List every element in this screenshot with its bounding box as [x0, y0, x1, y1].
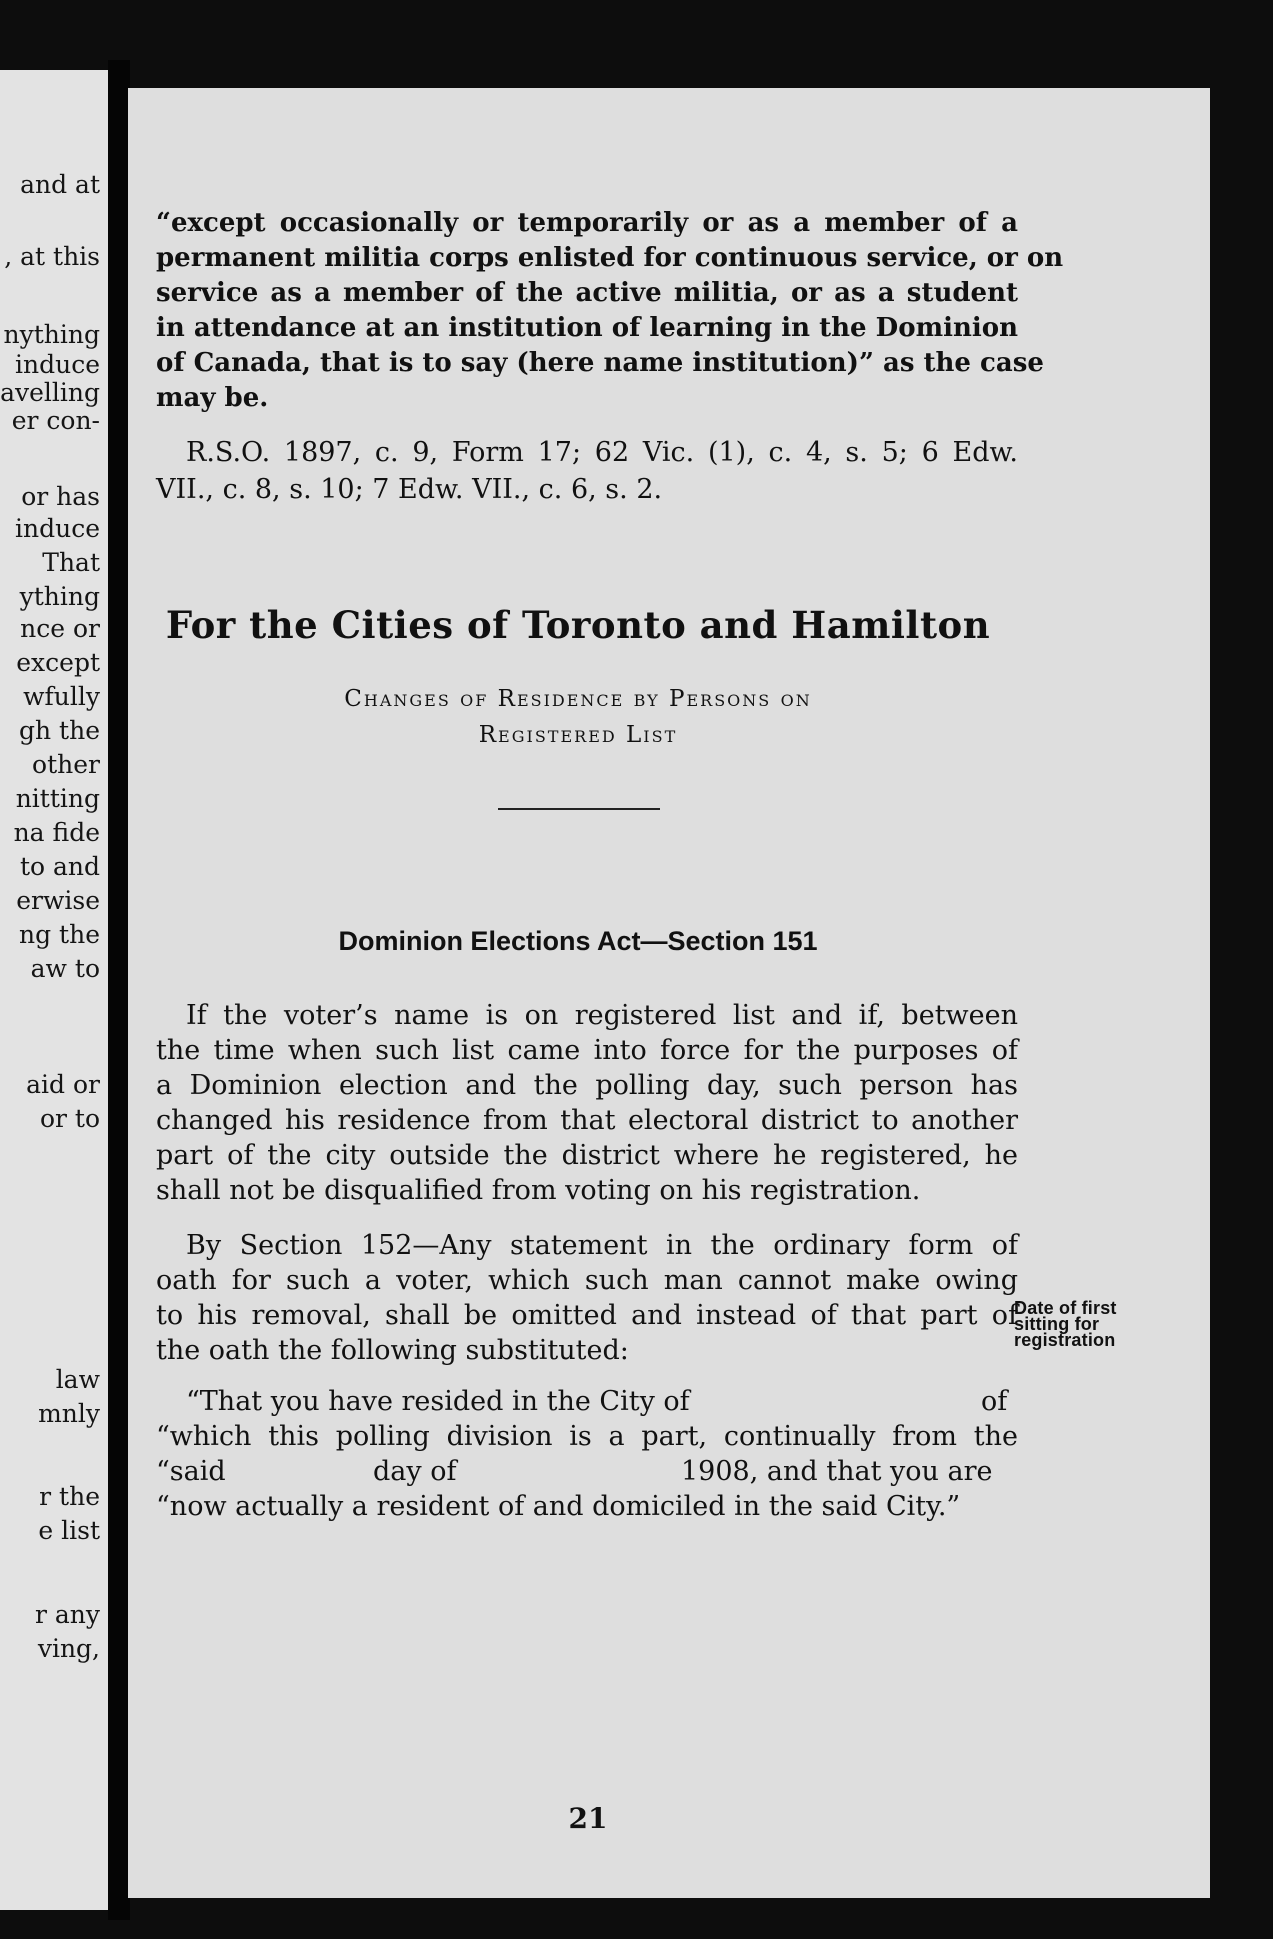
text-line: permanent militia corps enlisted for continuous service, or on [156, 243, 1064, 273]
left-text-fragment: wfully [23, 682, 100, 711]
text-line: the oath the following substituted: [156, 1335, 629, 1366]
facing-page-left [0, 70, 108, 1910]
text-line: changed his residence from that electoral district to another [156, 1105, 1018, 1136]
left-text-fragment: to and [19, 852, 100, 881]
left-text-fragment: induce [15, 514, 100, 543]
text-line: shall not be disqualified from voting on his registration. [156, 1175, 921, 1206]
oath-line: “said [156, 1456, 226, 1487]
left-text-fragment: That [42, 548, 100, 577]
text-line: oath for such a voter, which such man cannot make owing [156, 1265, 1018, 1296]
left-text-fragment: gh the [19, 716, 100, 745]
subheading-line: Registered List [478, 722, 678, 748]
text-line: R.S.O. 1897, c. 9, Form 17; 62 Vic. (1), c. 4, s. 5; 6 Edw. [186, 437, 1018, 468]
main-page [128, 88, 1210, 1898]
left-text-fragment: ving, [37, 1634, 100, 1663]
left-text-fragment: other [32, 750, 100, 779]
text-line: If the voter’s name is on registered list and if, between [186, 1000, 1018, 1031]
subheading-line: Changes of Residence by Persons on [344, 686, 812, 712]
left-text-fragment: er con- [11, 406, 100, 435]
left-text-fragment: e list [38, 1516, 100, 1545]
left-text-fragment: aw to [30, 954, 100, 983]
text-line: part of the city outside the district where he registered, he [156, 1140, 1018, 1171]
left-text-fragment: except [16, 648, 100, 677]
left-text-fragment: ng the [19, 920, 100, 949]
section-heading: For the Cities of Toronto and Hamilton [165, 603, 991, 647]
left-text-fragment: mnly [38, 1399, 100, 1428]
left-text-fragment: ything [19, 582, 100, 611]
left-text-fragment: nitting [15, 784, 100, 813]
page-gutter [108, 60, 130, 1920]
left-text-fragment: r any [34, 1600, 100, 1629]
text-line: service as a member of the active militia, or as a student [156, 278, 1018, 308]
oath-line: “which this polling division is a part, continually from the [156, 1421, 1018, 1452]
margin-note-line: Date of first [1014, 1298, 1117, 1318]
page-number: 21 [568, 1802, 608, 1835]
oath-line: “now actually a resident of and domiciled in the said City.” [156, 1491, 961, 1522]
margin-note [1014, 1300, 1154, 1348]
oath-line: “That you have resided in the City of [186, 1386, 690, 1417]
left-text-fragment: or to [39, 1104, 100, 1133]
oath-line: 1908, and that you are [681, 1456, 993, 1487]
text-line: in attendance at an institution of learning in the Dominion [156, 313, 1018, 343]
left-text-fragment: or has [21, 482, 100, 511]
text-line: of Canada, that is to say (here name institution)” as the case [156, 348, 1044, 378]
text-line: VII., c. 8, s. 10; 7 Edw. VII., c. 6, s. 2. [156, 474, 663, 505]
text-line: “except occasionally or temporarily or as a member of a [156, 208, 1018, 238]
left-text-fragment: induce [15, 350, 100, 379]
oath-line: of [981, 1386, 1008, 1417]
text-line: to his removal, shall be omitted and instead of that part of [156, 1300, 1018, 1331]
left-text-fragment: and at [20, 170, 100, 199]
oath-line: day of [373, 1456, 457, 1487]
left-text-fragment: aid or [26, 1070, 100, 1099]
margin-note-line: sitting for [1014, 1314, 1100, 1334]
divider-rule [498, 808, 660, 810]
left-text-fragment: erwise [16, 886, 100, 915]
left-text-fragment: na fide [13, 818, 100, 847]
margin-note-line: registration [1014, 1330, 1116, 1350]
left-text-fragment: nything [3, 320, 100, 349]
left-text-fragment: r the [39, 1482, 100, 1511]
text-line: By Section 152—Any statement in the ordinary form of [186, 1230, 1018, 1261]
text-line: a Dominion election and the polling day, such person has [156, 1070, 1018, 1101]
left-text-fragment: law [55, 1365, 100, 1394]
text-line: the time when such list came into force for the purposes of [156, 1035, 1018, 1066]
left-text-fragment: , at this [4, 242, 100, 271]
left-text-fragment: avelling [0, 378, 100, 407]
act-section-title: Dominion Elections Act—Section 151 [338, 926, 818, 956]
text-line: may be. [156, 383, 269, 413]
left-text-fragment: nce or [20, 614, 100, 643]
